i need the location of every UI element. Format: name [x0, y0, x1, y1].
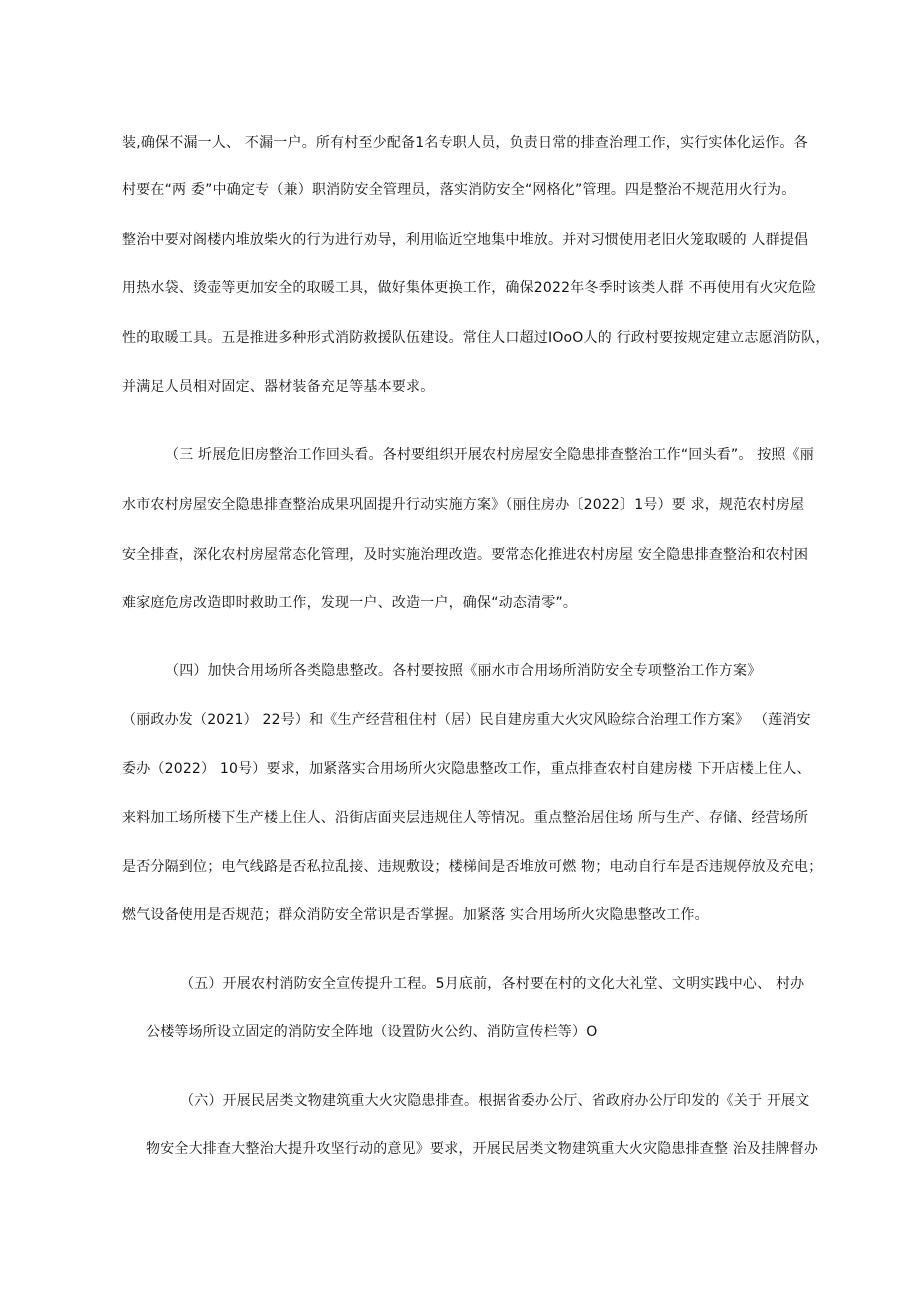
body-line: 来料加工场所楼下生产楼上住人、沿街店面夹层违规住人等情况。重点整治居住场 所与生产、存储、经营场所 [122, 810, 809, 826]
body-line: 物安全大排查大整治大提升攻坚行动的意见》要求，开展民居类文物建筑重大火灾隐患排查整 治及挂牌督办 [146, 1141, 819, 1157]
body-line: 水市农村房屋安全隐患排查整治成果巩固提升行动实施方案》（丽住房办〔2022〕1号）要 求，规范农村房屋 [122, 497, 805, 513]
body-line: 难家庭危房改造即时救助工作，发现一户、改造一户，确保“动态清零”。 [122, 595, 578, 611]
body-line: 并满足人员相对固定、器材装备充足等基本要求。 [122, 379, 435, 395]
body-line: 用热水袋、烫壶等更加安全的取暖工具，做好集体更换工作，确保2022年冬季时该类人群 不再使用有火灾危险 [122, 280, 817, 296]
section-6-heading-line: （六）开展民居类文物建筑重大火灾隐患排查。根据省委办公厅、省政府办公厅印发的《关于 开展文 [180, 1093, 810, 1109]
body-line: 公楼等场所设立固定的消防安全阵地（设置防火公约、消防宣传栏等）O [146, 1024, 598, 1040]
body-line: 性的取暖工具。五是推进多种形式消防救援队伍建设。常住人口超过IOoO人的 行政村要按规定建立志愿消防队， [122, 330, 830, 346]
body-line: 整治中要对阁楼内堆放柴火的行为进行劝导，利用临近空地集中堆放。并对习惯使用老旧火笼取暖的 人群提倡 [122, 232, 809, 248]
body-line: （丽政办发（2021） 22号）和《生产经营租住村（居）民自建房重大火灾风睑综合治理工作方案》 （莲消安 [122, 712, 811, 728]
body-line: 是否分隔到位；电气线路是否私拉乱接、违规敷设；楼梯间是否堆放可燃 物；电动自行车是否违规停放及充电； [122, 859, 823, 875]
body-line: 装,确保不漏一人、 不漏一户。所有村至少配备1名专职人员，负责日常的排查治理工作，实行实体化运作。各 [122, 135, 808, 151]
body-line: 安全排查，深化农村房屋常态化管理，及时实施治理改造。要常态化推进农村房屋 安全隐患排查整治和农村困 [122, 547, 809, 563]
section-5-heading-line: （五）开展农村消防安全宣传提升工程。5月底前，各村要在村的文化大礼堂、文明实践中心、 村办 [180, 976, 805, 992]
body-line: 村要在“两 委”中确定专（兼）职消防安全管理员，落实消防安全“网格化”管理。四是整治不规范用火行为。 [122, 182, 796, 198]
section-4-heading-line: （四）加快合用场所各类隐患整改。各村要按照《丽水市合用场所消防安全专项整治工作方案》 [165, 663, 762, 679]
section-3-heading-line: （三 圻展危旧房整治工作回头看。各村要组织开展农村房屋安全隐患排查整治工作“回头看”。 按照《丽 [165, 447, 815, 463]
body-line: 燃气设备使用是否规范；群众消防安全常识是否掌握。加紧落 实合用场所火灾隐患整改工作。 [122, 907, 709, 923]
body-line: 委办（2022） 10号）要求，加紧落实合用场所火灾隐患整改工作，重点排查农村自建房楼 下开店楼上住人、 [122, 761, 811, 777]
